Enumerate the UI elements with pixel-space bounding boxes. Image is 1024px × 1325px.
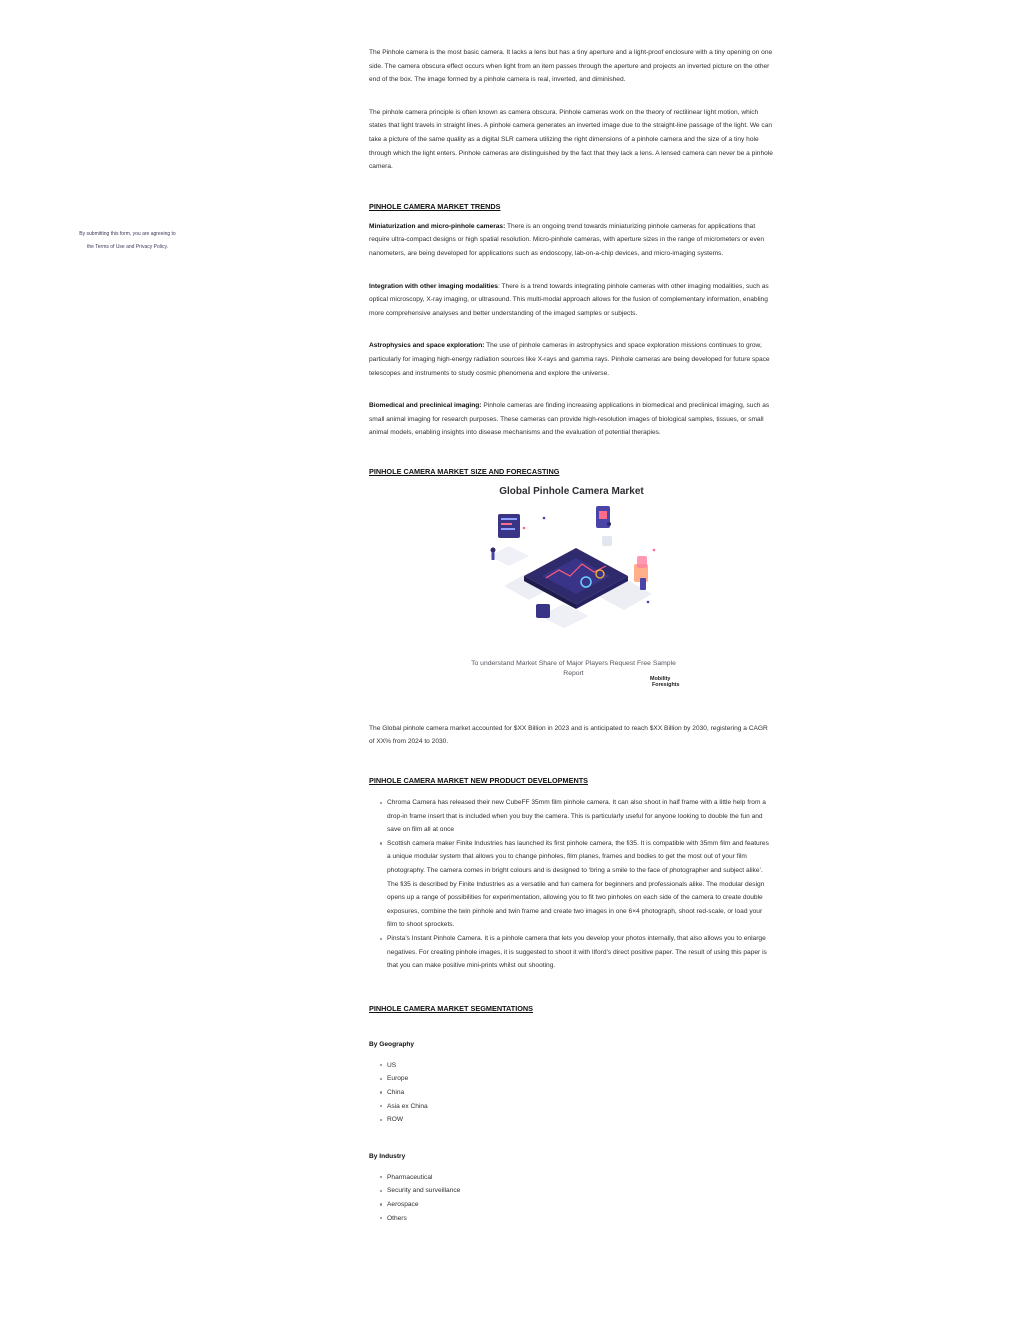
- list-item: Asia ex China: [387, 1100, 774, 1114]
- trend-text: Pinhole cameras are finding increasing applications in biomedical and preclinical imaging, such as small animal imaging for research purposes. These cameras can provide high-resolution images of biological samples, tissues, or small animal models, enabling insights into disease mechanisms and the evaluation of potential therapies.: [369, 402, 770, 437]
- list-item: China: [387, 1086, 774, 1100]
- list-item: Aerospace: [387, 1198, 774, 1212]
- list-item: US: [387, 1059, 774, 1073]
- list-item: Chroma Camera has released their new CubeFF 35mm film pinhole camera. It can also shoot in half frame with a little help from a drop-in frame insert that is included when you buy the camera. This is particularly useful for anyone looking to double the fun and save on film all at once: [387, 796, 774, 837]
- trend-title: Integration with other imaging modalities: [369, 282, 498, 290]
- trend-item: [369, 220, 774, 261]
- trend-item: [369, 339, 774, 380]
- market-size-text: The Global pinhole camera market accounted for $XX Billion in 2023 and is anticipated to reach $XX Billion by 2030, registering a CAGR of XX% from 2024 to 2030.: [369, 724, 768, 746]
- list-item: Europe: [387, 1072, 774, 1086]
- market-infographic[interactable]: [369, 478, 774, 710]
- intro-paragraph-1: The Pinhole camera is the most basic camera. It lacks a lens but has a tiny aperture and a light-proof enclosure with a tiny opening on one side. The camera obscura effect occurs when light from an item passes through the aperture and projects an inverted picture on the other end of the box. The image formed by a pinhole camera is real, inverted, and diminished.: [369, 49, 773, 84]
- size-heading: PINHOLE CAMERA MARKET SIZE AND FORECASTING: [369, 466, 560, 476]
- list-item: ROW: [387, 1113, 774, 1127]
- list-item: Scottish camera maker Finite Industries has launched its first pinhole camera, the fi35. It is compatible with 35mm film and features a unique modular system that allows you to change pinholes, film planes, frames and bodies to get the most out of your film photography. The camera comes in bright colours and is designed to ‘bring a smile to the face of photographer and subject alike’. The fi35 is described by Finite Industries as a versatile and fun camera for beginners and professionals alike. The modular design opens up a range of possibilities for experimentation, allowing you to fit two pinholes on each side of the camera to create double exposures, combine the twin pinhole and twin frame and create two images in one 6×4 photograph, shoot red-scale, or load your film to shoot sprockets.: [387, 837, 774, 932]
- trends-heading: PINHOLE CAMERA MARKET TRENDS: [369, 201, 501, 211]
- article-body: [369, 46, 774, 1225]
- trend-item: [369, 399, 774, 440]
- intro-paragraph-2: The pinhole camera principle is often known as camera obscura. Pinhole cameras work on the theory of rectilinear light motion, which states that light travels in straight lines. A pinhole camera generates an inverted image due to the straight-line passage of the light. We can take a picture of the same quality as a digital SLR camera utilizing the right dimensions of a pinhole camera and the size of a tiny hole through which the light enters. Pinhole cameras are distinguished by the fact that they lack a lens. A lensed camera can never be a pinhole camera.: [369, 108, 773, 171]
- geography-label: By Geography: [369, 1040, 415, 1048]
- list-item: Security and surveillance: [387, 1184, 774, 1198]
- consent-text-line2: the Terms of Use and Privacy Policy.: [87, 244, 168, 250]
- developments-list: [369, 796, 774, 973]
- list-item: Pharmaceutical: [387, 1171, 774, 1185]
- isometric-dashboard-illustration: [484, 506, 664, 646]
- request-sample-link[interactable]: To understand Market Share of Major Players Request Free Sample Report: [471, 659, 676, 677]
- trend-text: The use of pinhole cameras in astrophysics and space exploration missions continues to grow, particularly for imaging high-energy radiation sources like X-rays and gamma rays. Pinhole cameras are being developed for future space telescopes and instruments to study cosmic phenomena and explore the universe.: [369, 342, 770, 377]
- trend-title: Biomedical and preclinical imaging:: [369, 402, 482, 410]
- industry-label: By Industry: [369, 1152, 406, 1160]
- trend-title: Miniaturization and micro-pinhole cameras:: [369, 222, 506, 230]
- infographic-title: Global Pinhole Camera Market: [499, 485, 644, 497]
- trend-text: : There is a trend towards integrating pinhole cameras with other imaging modalities, such as optical microscopy, X-ray imaging, or ultrasound. This multi-modal approach allows for the fusion of complementary information, enabling more comprehensive analyses and better understanding of the imaged samples or subjects.: [369, 282, 769, 317]
- list-item: Pinsta’s Instant Pinhole Camera. It is a pinhole camera that lets you develop your photos internally, that also allows you to enlarge negatives. For creating pinhole images, it is suggested to shoot it with Ilford’s direct positive paper. The result of using this paper is that you can make positive mini-prints whilst out shooting.: [387, 932, 774, 973]
- trend-text: There is an ongoing trend towards miniaturizing pinhole cameras for applications that require ultra-compact designs or high spatial resolution. Micro-pinhole cameras, with aperture sizes in the range of micrometers or even nanometers, are being developed for applications such as endoscopy, lab-on-a-chip devices, and micro-imaging systems.: [369, 222, 765, 257]
- trend-title: Astrophysics and space exploration:: [369, 342, 485, 350]
- industry-list: [369, 1171, 774, 1225]
- list-item: Others: [387, 1212, 774, 1226]
- form-consent-note: [60, 228, 195, 254]
- geography-list: [369, 1059, 774, 1127]
- consent-text-line1: By submitting this form, you are agreeing to: [79, 231, 176, 237]
- trend-item: [369, 280, 774, 321]
- mobility-foresights-logo: Mobility Foresights: [650, 675, 680, 689]
- developments-heading: PINHOLE CAMERA MARKET NEW PRODUCT DEVELOPMENTS: [369, 776, 589, 786]
- segmentations-heading: PINHOLE CAMERA MARKET SEGMENTATIONS: [369, 1003, 534, 1013]
